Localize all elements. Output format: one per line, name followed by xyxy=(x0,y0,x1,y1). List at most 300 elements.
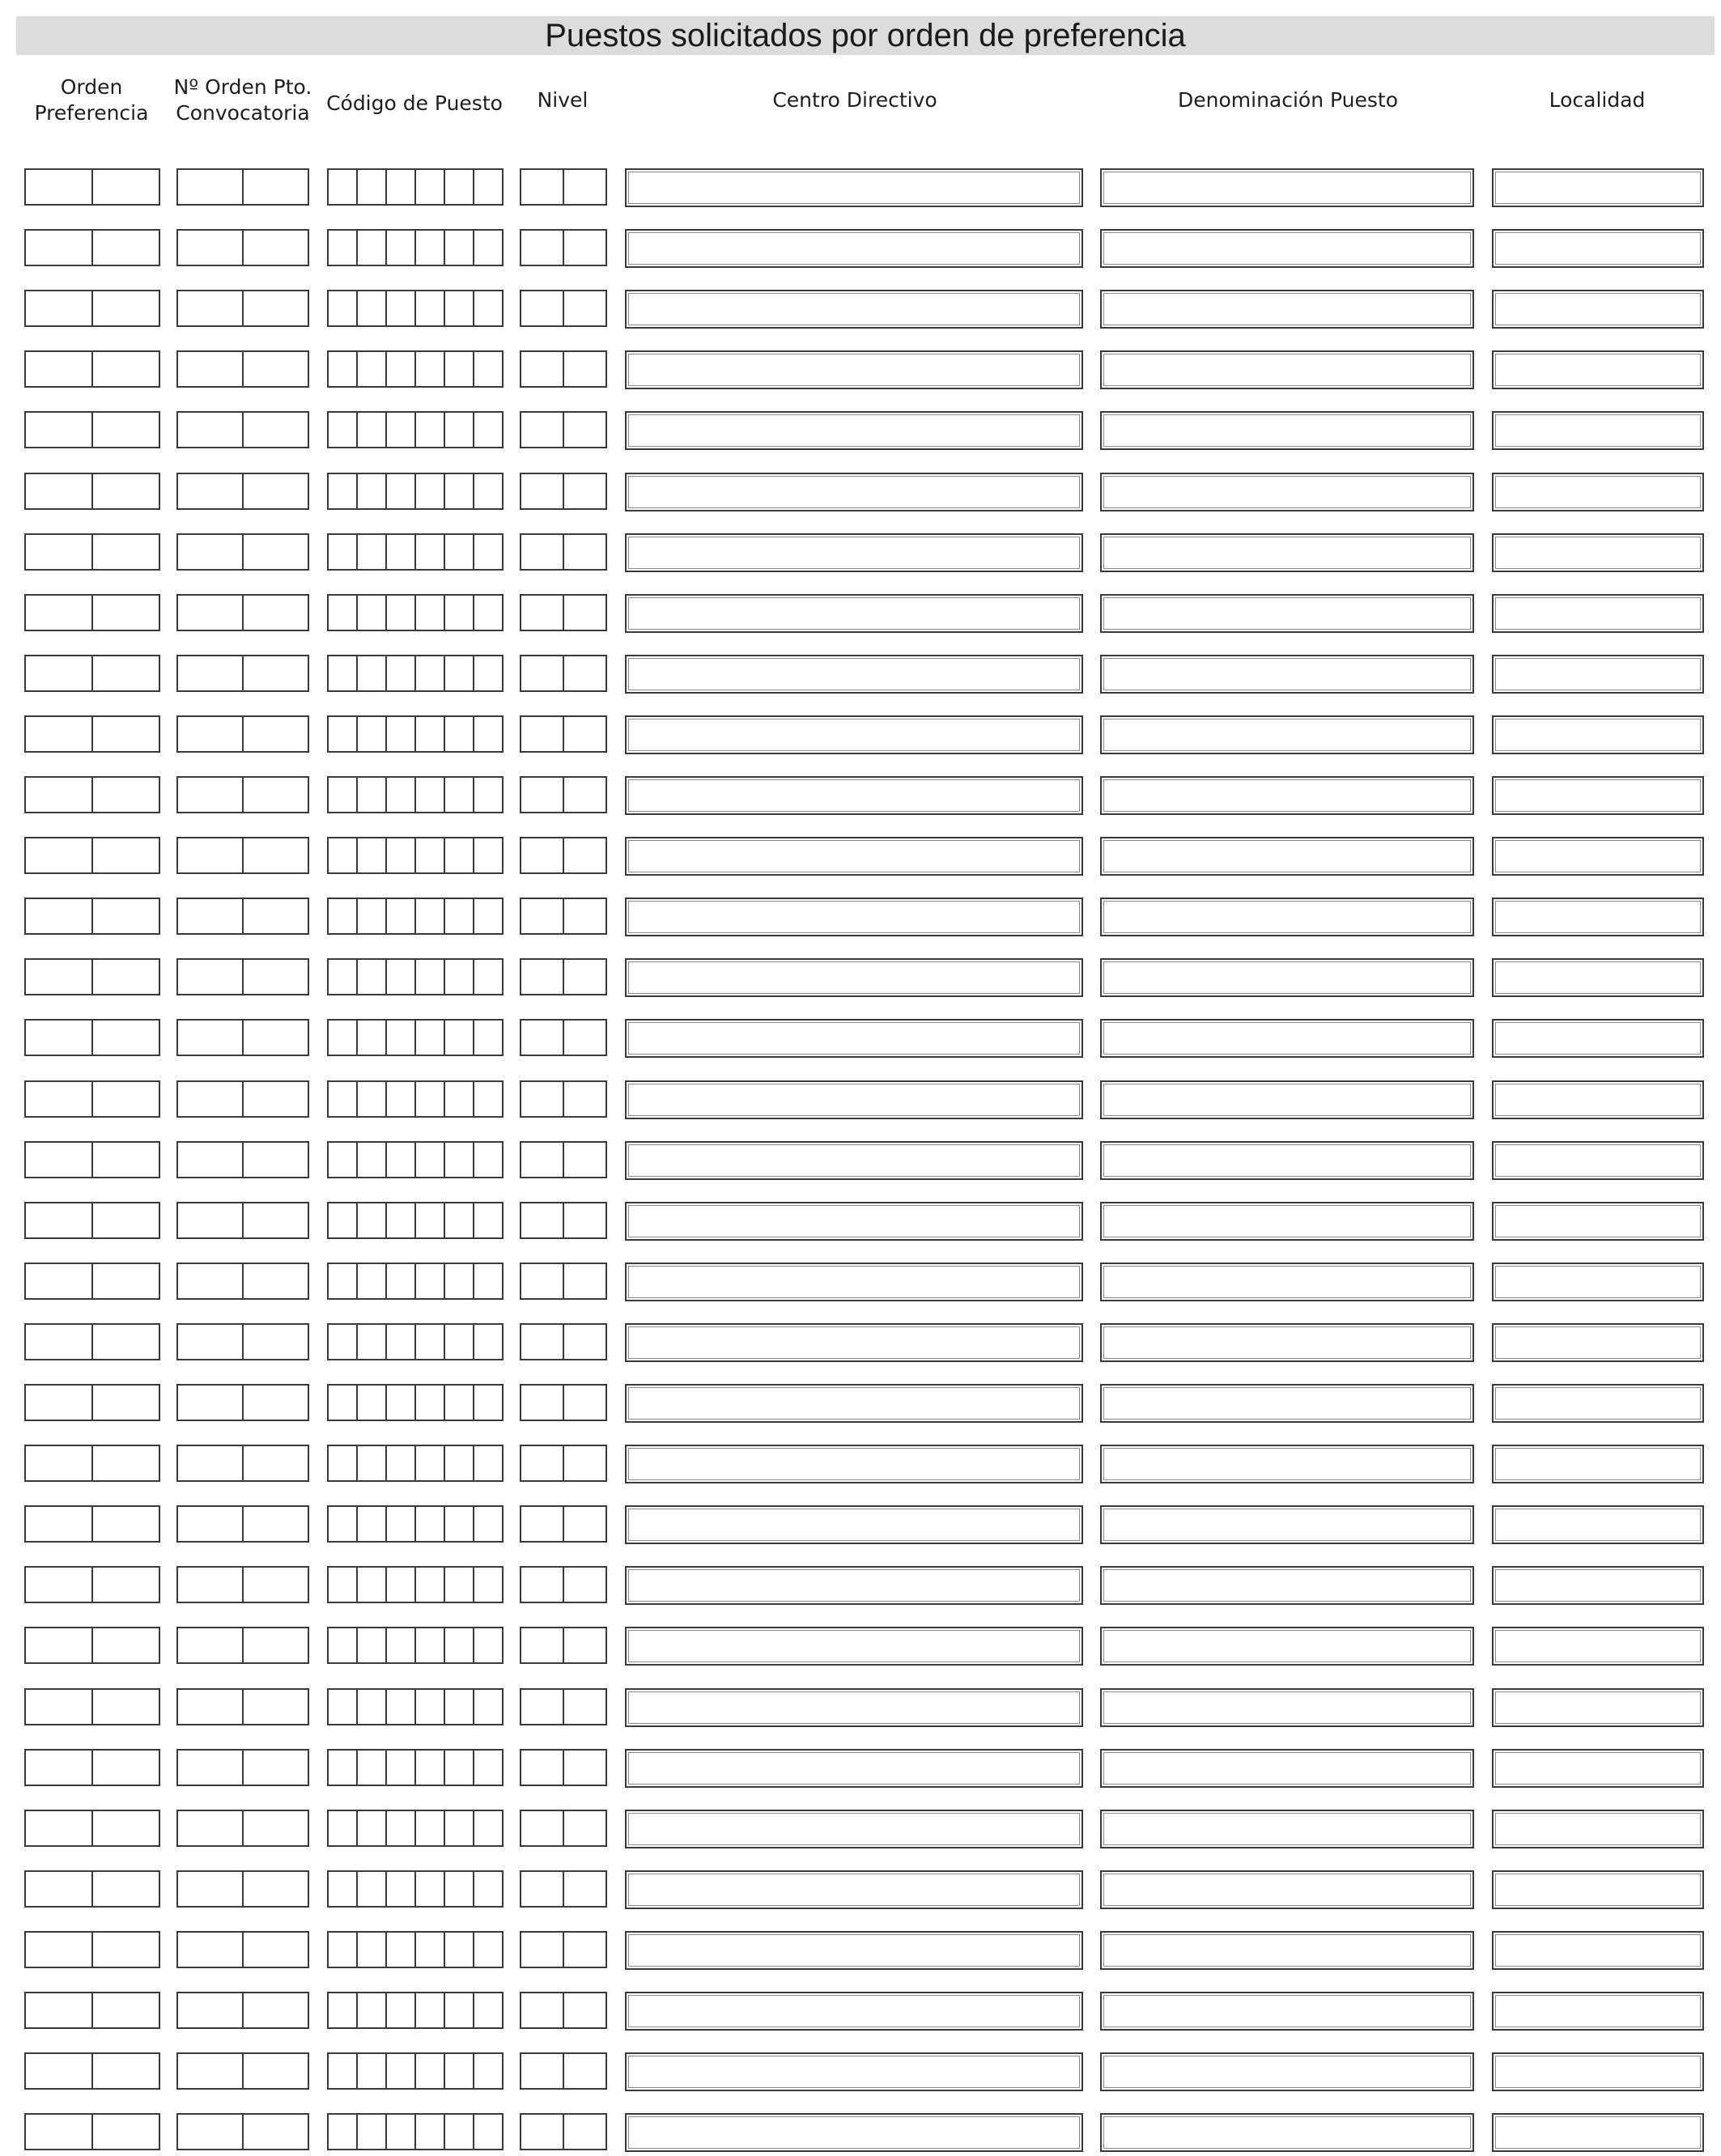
codigo-puesto-digit-cell[interactable] xyxy=(445,1872,474,1906)
nivel-digit-cell[interactable] xyxy=(564,1811,606,1845)
n-orden-pto-digit-cell[interactable] xyxy=(244,1751,308,1785)
codigo-puesto-digit-cell[interactable] xyxy=(358,838,387,872)
denominacion-puesto-input[interactable] xyxy=(1103,537,1471,569)
centro-directivo-input[interactable] xyxy=(628,232,1080,265)
n-orden-pto-digit-cell[interactable] xyxy=(178,1021,244,1055)
centro-directivo-input[interactable] xyxy=(628,1691,1080,1724)
denominacion-puesto-input[interactable] xyxy=(1103,2056,1471,2088)
codigo-puesto-digit-cell[interactable] xyxy=(474,899,502,933)
nivel-digit-cell[interactable] xyxy=(521,1143,564,1177)
codigo-puesto-digit-cell[interactable] xyxy=(329,960,358,994)
orden-preferencia-digit-cell[interactable] xyxy=(26,170,93,204)
localidad-input[interactable] xyxy=(1495,2056,1701,2088)
orden-preferencia-digit-cell[interactable] xyxy=(93,1446,159,1480)
nivel-digit-cell[interactable] xyxy=(521,2054,564,2088)
denominacion-puesto-input[interactable] xyxy=(1103,658,1471,690)
nivel-digit-cell[interactable] xyxy=(521,1628,564,1662)
denominacion-puesto-input[interactable] xyxy=(1103,840,1471,872)
orden-preferencia-digit-cell[interactable] xyxy=(93,1264,159,1298)
codigo-puesto-digit-cell[interactable] xyxy=(416,960,445,994)
codigo-puesto-digit-cell[interactable] xyxy=(445,1082,474,1116)
codigo-puesto-digit-cell[interactable] xyxy=(416,1811,445,1845)
codigo-puesto-digit-cell[interactable] xyxy=(474,778,502,812)
nivel-digit-cell[interactable] xyxy=(521,717,564,751)
n-orden-pto-digit-cell[interactable] xyxy=(244,960,308,994)
codigo-puesto-digit-cell[interactable] xyxy=(474,1993,502,2027)
orden-preferencia-digit-cell[interactable] xyxy=(26,352,93,386)
codigo-puesto-digit-cell[interactable] xyxy=(358,778,387,812)
codigo-puesto-digit-cell[interactable] xyxy=(329,1690,358,1724)
localidad-input[interactable] xyxy=(1495,658,1701,690)
nivel-digit-cell[interactable] xyxy=(564,2115,606,2149)
orden-preferencia-digit-cell[interactable] xyxy=(93,838,159,872)
n-orden-pto-digit-cell[interactable] xyxy=(178,1386,244,1420)
codigo-puesto-digit-cell[interactable] xyxy=(416,1325,445,1359)
localidad-input[interactable] xyxy=(1495,414,1701,447)
codigo-puesto-digit-cell[interactable] xyxy=(358,170,387,204)
orden-preferencia-digit-cell[interactable] xyxy=(26,1143,93,1177)
n-orden-pto-digit-cell[interactable] xyxy=(178,1751,244,1785)
codigo-puesto-digit-cell[interactable] xyxy=(416,1628,445,1662)
codigo-puesto-digit-cell[interactable] xyxy=(445,899,474,933)
n-orden-pto-digit-cell[interactable] xyxy=(178,1690,244,1724)
n-orden-pto-digit-cell[interactable] xyxy=(244,1872,308,1906)
codigo-puesto-digit-cell[interactable] xyxy=(416,1446,445,1480)
localidad-input[interactable] xyxy=(1495,1752,1701,1785)
nivel-digit-cell[interactable] xyxy=(564,1933,606,1967)
orden-preferencia-digit-cell[interactable] xyxy=(26,1507,93,1541)
n-orden-pto-digit-cell[interactable] xyxy=(244,1993,308,2027)
codigo-puesto-digit-cell[interactable] xyxy=(474,1203,502,1237)
localidad-input[interactable] xyxy=(1495,840,1701,872)
orden-preferencia-digit-cell[interactable] xyxy=(26,1751,93,1785)
codigo-puesto-digit-cell[interactable] xyxy=(329,1264,358,1298)
codigo-puesto-digit-cell[interactable] xyxy=(445,535,474,569)
nivel-digit-cell[interactable] xyxy=(564,838,606,872)
codigo-puesto-digit-cell[interactable] xyxy=(387,656,416,690)
codigo-puesto-digit-cell[interactable] xyxy=(329,170,358,204)
denominacion-puesto-input[interactable] xyxy=(1103,1448,1471,1480)
localidad-input[interactable] xyxy=(1495,1874,1701,1906)
orden-preferencia-digit-cell[interactable] xyxy=(93,535,159,569)
n-orden-pto-digit-cell[interactable] xyxy=(178,535,244,569)
nivel-digit-cell[interactable] xyxy=(564,1021,606,1055)
n-orden-pto-digit-cell[interactable] xyxy=(244,717,308,751)
nivel-digit-cell[interactable] xyxy=(564,1143,606,1177)
orden-preferencia-digit-cell[interactable] xyxy=(93,1993,159,2027)
nivel-digit-cell[interactable] xyxy=(521,960,564,994)
codigo-puesto-digit-cell[interactable] xyxy=(329,596,358,630)
orden-preferencia-digit-cell[interactable] xyxy=(26,1811,93,1845)
codigo-puesto-digit-cell[interactable] xyxy=(387,1325,416,1359)
codigo-puesto-digit-cell[interactable] xyxy=(445,1568,474,1602)
localidad-input[interactable] xyxy=(1495,537,1701,569)
codigo-puesto-digit-cell[interactable] xyxy=(329,1872,358,1906)
codigo-puesto-digit-cell[interactable] xyxy=(474,717,502,751)
codigo-puesto-digit-cell[interactable] xyxy=(416,1690,445,1724)
orden-preferencia-digit-cell[interactable] xyxy=(93,717,159,751)
codigo-puesto-digit-cell[interactable] xyxy=(474,1325,502,1359)
denominacion-puesto-input[interactable] xyxy=(1103,719,1471,751)
codigo-puesto-digit-cell[interactable] xyxy=(445,717,474,751)
codigo-puesto-digit-cell[interactable] xyxy=(416,1507,445,1541)
codigo-puesto-digit-cell[interactable] xyxy=(387,1993,416,2027)
n-orden-pto-digit-cell[interactable] xyxy=(178,1446,244,1480)
localidad-input[interactable] xyxy=(1495,597,1701,630)
codigo-puesto-digit-cell[interactable] xyxy=(474,1021,502,1055)
centro-directivo-input[interactable] xyxy=(628,1326,1080,1359)
codigo-puesto-digit-cell[interactable] xyxy=(358,596,387,630)
orden-preferencia-digit-cell[interactable] xyxy=(26,1628,93,1662)
orden-preferencia-digit-cell[interactable] xyxy=(26,1446,93,1480)
nivel-digit-cell[interactable] xyxy=(521,778,564,812)
codigo-puesto-digit-cell[interactable] xyxy=(416,2054,445,2088)
nivel-digit-cell[interactable] xyxy=(521,1446,564,1480)
codigo-puesto-digit-cell[interactable] xyxy=(387,352,416,386)
orden-preferencia-digit-cell[interactable] xyxy=(26,899,93,933)
n-orden-pto-digit-cell[interactable] xyxy=(244,1568,308,1602)
codigo-puesto-digit-cell[interactable] xyxy=(445,474,474,508)
centro-directivo-input[interactable] xyxy=(628,1448,1080,1480)
codigo-puesto-digit-cell[interactable] xyxy=(445,1446,474,1480)
n-orden-pto-digit-cell[interactable] xyxy=(178,1325,244,1359)
orden-preferencia-digit-cell[interactable] xyxy=(26,1021,93,1055)
nivel-digit-cell[interactable] xyxy=(521,2115,564,2149)
centro-directivo-input[interactable] xyxy=(628,1752,1080,1785)
codigo-puesto-digit-cell[interactable] xyxy=(474,535,502,569)
n-orden-pto-digit-cell[interactable] xyxy=(244,291,308,325)
n-orden-pto-digit-cell[interactable] xyxy=(244,1933,308,1967)
nivel-digit-cell[interactable] xyxy=(521,474,564,508)
orden-preferencia-digit-cell[interactable] xyxy=(93,1325,159,1359)
codigo-puesto-digit-cell[interactable] xyxy=(474,474,502,508)
orden-preferencia-digit-cell[interactable] xyxy=(93,1021,159,1055)
codigo-puesto-digit-cell[interactable] xyxy=(387,1021,416,1055)
orden-preferencia-digit-cell[interactable] xyxy=(93,1811,159,1845)
localidad-input[interactable] xyxy=(1495,1387,1701,1420)
orden-preferencia-digit-cell[interactable] xyxy=(93,1082,159,1116)
orden-preferencia-digit-cell[interactable] xyxy=(26,1690,93,1724)
nivel-digit-cell[interactable] xyxy=(564,1264,606,1298)
nivel-digit-cell[interactable] xyxy=(564,1628,606,1662)
codigo-puesto-digit-cell[interactable] xyxy=(416,535,445,569)
codigo-puesto-digit-cell[interactable] xyxy=(474,1568,502,1602)
codigo-puesto-digit-cell[interactable] xyxy=(416,474,445,508)
n-orden-pto-digit-cell[interactable] xyxy=(244,1446,308,1480)
codigo-puesto-digit-cell[interactable] xyxy=(416,596,445,630)
n-orden-pto-digit-cell[interactable] xyxy=(178,1872,244,1906)
nivel-digit-cell[interactable] xyxy=(521,1082,564,1116)
codigo-puesto-digit-cell[interactable] xyxy=(474,838,502,872)
centro-directivo-input[interactable] xyxy=(628,658,1080,690)
codigo-puesto-digit-cell[interactable] xyxy=(387,717,416,751)
codigo-puesto-digit-cell[interactable] xyxy=(329,778,358,812)
n-orden-pto-digit-cell[interactable] xyxy=(178,960,244,994)
orden-preferencia-digit-cell[interactable] xyxy=(93,1933,159,1967)
codigo-puesto-digit-cell[interactable] xyxy=(358,1203,387,1237)
nivel-digit-cell[interactable] xyxy=(521,1872,564,1906)
codigo-puesto-digit-cell[interactable] xyxy=(445,960,474,994)
codigo-puesto-digit-cell[interactable] xyxy=(387,1872,416,1906)
codigo-puesto-digit-cell[interactable] xyxy=(329,291,358,325)
orden-preferencia-digit-cell[interactable] xyxy=(26,1872,93,1906)
codigo-puesto-digit-cell[interactable] xyxy=(387,1690,416,1724)
codigo-puesto-digit-cell[interactable] xyxy=(329,474,358,508)
nivel-digit-cell[interactable] xyxy=(521,1993,564,2027)
centro-directivo-input[interactable] xyxy=(628,597,1080,630)
centro-directivo-input[interactable] xyxy=(628,1874,1080,1906)
nivel-digit-cell[interactable] xyxy=(521,1021,564,1055)
nivel-digit-cell[interactable] xyxy=(521,231,564,265)
nivel-digit-cell[interactable] xyxy=(564,2054,606,2088)
codigo-puesto-digit-cell[interactable] xyxy=(387,1203,416,1237)
codigo-puesto-digit-cell[interactable] xyxy=(329,1751,358,1785)
nivel-digit-cell[interactable] xyxy=(564,291,606,325)
n-orden-pto-digit-cell[interactable] xyxy=(244,2054,308,2088)
codigo-puesto-digit-cell[interactable] xyxy=(358,2115,387,2149)
n-orden-pto-digit-cell[interactable] xyxy=(178,778,244,812)
codigo-puesto-digit-cell[interactable] xyxy=(474,1751,502,1785)
codigo-puesto-digit-cell[interactable] xyxy=(329,1811,358,1845)
n-orden-pto-digit-cell[interactable] xyxy=(178,474,244,508)
codigo-puesto-digit-cell[interactable] xyxy=(358,1021,387,1055)
codigo-puesto-digit-cell[interactable] xyxy=(474,960,502,994)
centro-directivo-input[interactable] xyxy=(628,414,1080,447)
denominacion-puesto-input[interactable] xyxy=(1103,597,1471,630)
n-orden-pto-digit-cell[interactable] xyxy=(178,170,244,204)
denominacion-puesto-input[interactable] xyxy=(1103,1022,1471,1055)
n-orden-pto-digit-cell[interactable] xyxy=(178,1143,244,1177)
codigo-puesto-digit-cell[interactable] xyxy=(474,1628,502,1662)
codigo-puesto-digit-cell[interactable] xyxy=(474,1933,502,1967)
n-orden-pto-digit-cell[interactable] xyxy=(178,1203,244,1237)
orden-preferencia-digit-cell[interactable] xyxy=(93,1386,159,1420)
centro-directivo-input[interactable] xyxy=(628,1084,1080,1116)
codigo-puesto-digit-cell[interactable] xyxy=(358,960,387,994)
nivel-digit-cell[interactable] xyxy=(564,1751,606,1785)
nivel-digit-cell[interactable] xyxy=(564,231,606,265)
orden-preferencia-digit-cell[interactable] xyxy=(26,1325,93,1359)
denominacion-puesto-input[interactable] xyxy=(1103,1630,1471,1662)
centro-directivo-input[interactable] xyxy=(628,840,1080,872)
orden-preferencia-digit-cell[interactable] xyxy=(93,1690,159,1724)
denominacion-puesto-input[interactable] xyxy=(1103,1266,1471,1298)
n-orden-pto-digit-cell[interactable] xyxy=(244,1082,308,1116)
nivel-digit-cell[interactable] xyxy=(521,1264,564,1298)
codigo-puesto-digit-cell[interactable] xyxy=(416,231,445,265)
orden-preferencia-digit-cell[interactable] xyxy=(93,413,159,447)
n-orden-pto-digit-cell[interactable] xyxy=(244,899,308,933)
codigo-puesto-digit-cell[interactable] xyxy=(445,1143,474,1177)
codigo-puesto-digit-cell[interactable] xyxy=(445,1386,474,1420)
denominacion-puesto-input[interactable] xyxy=(1103,2116,1471,2149)
n-orden-pto-digit-cell[interactable] xyxy=(178,1628,244,1662)
denominacion-puesto-input[interactable] xyxy=(1103,1752,1471,1785)
codigo-puesto-digit-cell[interactable] xyxy=(387,1811,416,1845)
codigo-puesto-digit-cell[interactable] xyxy=(445,778,474,812)
codigo-puesto-digit-cell[interactable] xyxy=(474,1143,502,1177)
orden-preferencia-digit-cell[interactable] xyxy=(93,1203,159,1237)
n-orden-pto-digit-cell[interactable] xyxy=(178,352,244,386)
codigo-puesto-digit-cell[interactable] xyxy=(416,413,445,447)
codigo-puesto-digit-cell[interactable] xyxy=(329,656,358,690)
codigo-puesto-digit-cell[interactable] xyxy=(387,2054,416,2088)
n-orden-pto-digit-cell[interactable] xyxy=(244,1811,308,1845)
nivel-digit-cell[interactable] xyxy=(564,1872,606,1906)
codigo-puesto-digit-cell[interactable] xyxy=(387,838,416,872)
codigo-puesto-digit-cell[interactable] xyxy=(329,717,358,751)
codigo-puesto-digit-cell[interactable] xyxy=(387,170,416,204)
n-orden-pto-digit-cell[interactable] xyxy=(244,656,308,690)
centro-directivo-input[interactable] xyxy=(628,1934,1080,1967)
nivel-digit-cell[interactable] xyxy=(564,717,606,751)
codigo-puesto-digit-cell[interactable] xyxy=(329,1628,358,1662)
centro-directivo-input[interactable] xyxy=(628,719,1080,751)
n-orden-pto-digit-cell[interactable] xyxy=(244,1325,308,1359)
codigo-puesto-digit-cell[interactable] xyxy=(329,838,358,872)
codigo-puesto-digit-cell[interactable] xyxy=(358,1751,387,1785)
codigo-puesto-digit-cell[interactable] xyxy=(445,1264,474,1298)
codigo-puesto-digit-cell[interactable] xyxy=(474,656,502,690)
orden-preferencia-digit-cell[interactable] xyxy=(26,960,93,994)
orden-preferencia-digit-cell[interactable] xyxy=(26,535,93,569)
nivel-digit-cell[interactable] xyxy=(521,170,564,204)
codigo-puesto-digit-cell[interactable] xyxy=(387,291,416,325)
nivel-digit-cell[interactable] xyxy=(521,899,564,933)
nivel-digit-cell[interactable] xyxy=(521,1386,564,1420)
centro-directivo-input[interactable] xyxy=(628,1266,1080,1298)
orden-preferencia-digit-cell[interactable] xyxy=(26,596,93,630)
n-orden-pto-digit-cell[interactable] xyxy=(244,838,308,872)
localidad-input[interactable] xyxy=(1495,293,1701,325)
nivel-digit-cell[interactable] xyxy=(564,1446,606,1480)
localidad-input[interactable] xyxy=(1495,901,1701,933)
n-orden-pto-digit-cell[interactable] xyxy=(244,1628,308,1662)
centro-directivo-input[interactable] xyxy=(628,1022,1080,1055)
orden-preferencia-digit-cell[interactable] xyxy=(26,474,93,508)
orden-preferencia-digit-cell[interactable] xyxy=(93,352,159,386)
nivel-digit-cell[interactable] xyxy=(564,413,606,447)
localidad-input[interactable] xyxy=(1495,1022,1701,1055)
codigo-puesto-digit-cell[interactable] xyxy=(445,291,474,325)
codigo-puesto-digit-cell[interactable] xyxy=(474,1386,502,1420)
denominacion-puesto-input[interactable] xyxy=(1103,354,1471,386)
codigo-puesto-digit-cell[interactable] xyxy=(358,474,387,508)
localidad-input[interactable] xyxy=(1495,1995,1701,2027)
codigo-puesto-digit-cell[interactable] xyxy=(358,1872,387,1906)
codigo-puesto-digit-cell[interactable] xyxy=(358,291,387,325)
denominacion-puesto-input[interactable] xyxy=(1103,1205,1471,1237)
codigo-puesto-digit-cell[interactable] xyxy=(329,352,358,386)
codigo-puesto-digit-cell[interactable] xyxy=(358,2054,387,2088)
codigo-puesto-digit-cell[interactable] xyxy=(329,231,358,265)
n-orden-pto-digit-cell[interactable] xyxy=(244,170,308,204)
codigo-puesto-digit-cell[interactable] xyxy=(474,1082,502,1116)
codigo-puesto-digit-cell[interactable] xyxy=(387,413,416,447)
codigo-puesto-digit-cell[interactable] xyxy=(329,535,358,569)
codigo-puesto-digit-cell[interactable] xyxy=(416,1143,445,1177)
orden-preferencia-digit-cell[interactable] xyxy=(93,960,159,994)
codigo-puesto-digit-cell[interactable] xyxy=(474,1690,502,1724)
codigo-puesto-digit-cell[interactable] xyxy=(358,656,387,690)
codigo-puesto-digit-cell[interactable] xyxy=(474,1507,502,1541)
n-orden-pto-digit-cell[interactable] xyxy=(178,231,244,265)
codigo-puesto-digit-cell[interactable] xyxy=(329,899,358,933)
orden-preferencia-digit-cell[interactable] xyxy=(93,291,159,325)
codigo-puesto-digit-cell[interactable] xyxy=(358,1507,387,1541)
orden-preferencia-digit-cell[interactable] xyxy=(93,1751,159,1785)
n-orden-pto-digit-cell[interactable] xyxy=(178,1568,244,1602)
localidad-input[interactable] xyxy=(1495,172,1701,204)
n-orden-pto-digit-cell[interactable] xyxy=(178,413,244,447)
n-orden-pto-digit-cell[interactable] xyxy=(244,1021,308,1055)
denominacion-puesto-input[interactable] xyxy=(1103,1569,1471,1602)
n-orden-pto-digit-cell[interactable] xyxy=(178,1507,244,1541)
codigo-puesto-digit-cell[interactable] xyxy=(416,1082,445,1116)
codigo-puesto-digit-cell[interactable] xyxy=(474,291,502,325)
nivel-digit-cell[interactable] xyxy=(564,474,606,508)
codigo-puesto-digit-cell[interactable] xyxy=(358,1933,387,1967)
nivel-digit-cell[interactable] xyxy=(564,352,606,386)
nivel-digit-cell[interactable] xyxy=(521,413,564,447)
codigo-puesto-digit-cell[interactable] xyxy=(445,1751,474,1785)
localidad-input[interactable] xyxy=(1495,354,1701,386)
nivel-digit-cell[interactable] xyxy=(564,596,606,630)
nivel-digit-cell[interactable] xyxy=(564,535,606,569)
n-orden-pto-digit-cell[interactable] xyxy=(178,838,244,872)
localidad-input[interactable] xyxy=(1495,779,1701,812)
centro-directivo-input[interactable] xyxy=(628,293,1080,325)
codigo-puesto-digit-cell[interactable] xyxy=(358,231,387,265)
codigo-puesto-digit-cell[interactable] xyxy=(416,352,445,386)
codigo-puesto-digit-cell[interactable] xyxy=(387,1264,416,1298)
orden-preferencia-digit-cell[interactable] xyxy=(93,231,159,265)
codigo-puesto-digit-cell[interactable] xyxy=(358,1811,387,1845)
n-orden-pto-digit-cell[interactable] xyxy=(178,656,244,690)
n-orden-pto-digit-cell[interactable] xyxy=(244,1264,308,1298)
codigo-puesto-digit-cell[interactable] xyxy=(445,1203,474,1237)
codigo-puesto-digit-cell[interactable] xyxy=(329,1507,358,1541)
codigo-puesto-digit-cell[interactable] xyxy=(387,1507,416,1541)
codigo-puesto-digit-cell[interactable] xyxy=(329,1082,358,1116)
orden-preferencia-digit-cell[interactable] xyxy=(26,231,93,265)
codigo-puesto-digit-cell[interactable] xyxy=(445,1325,474,1359)
localidad-input[interactable] xyxy=(1495,961,1701,994)
nivel-digit-cell[interactable] xyxy=(521,1811,564,1845)
codigo-puesto-digit-cell[interactable] xyxy=(387,474,416,508)
codigo-puesto-digit-cell[interactable] xyxy=(358,1264,387,1298)
codigo-puesto-digit-cell[interactable] xyxy=(416,1993,445,2027)
n-orden-pto-digit-cell[interactable] xyxy=(178,1993,244,2027)
codigo-puesto-digit-cell[interactable] xyxy=(387,1082,416,1116)
denominacion-puesto-input[interactable] xyxy=(1103,1084,1471,1116)
localidad-input[interactable] xyxy=(1495,1691,1701,1724)
nivel-digit-cell[interactable] xyxy=(521,291,564,325)
orden-preferencia-digit-cell[interactable] xyxy=(93,2115,159,2149)
codigo-puesto-digit-cell[interactable] xyxy=(474,1811,502,1845)
codigo-puesto-digit-cell[interactable] xyxy=(387,1628,416,1662)
codigo-puesto-digit-cell[interactable] xyxy=(358,1386,387,1420)
codigo-puesto-digit-cell[interactable] xyxy=(445,352,474,386)
centro-directivo-input[interactable] xyxy=(628,901,1080,933)
codigo-puesto-digit-cell[interactable] xyxy=(474,2054,502,2088)
n-orden-pto-digit-cell[interactable] xyxy=(244,535,308,569)
orden-preferencia-digit-cell[interactable] xyxy=(26,656,93,690)
orden-preferencia-digit-cell[interactable] xyxy=(26,2054,93,2088)
n-orden-pto-digit-cell[interactable] xyxy=(244,413,308,447)
codigo-puesto-digit-cell[interactable] xyxy=(416,1568,445,1602)
orden-preferencia-digit-cell[interactable] xyxy=(26,1933,93,1967)
